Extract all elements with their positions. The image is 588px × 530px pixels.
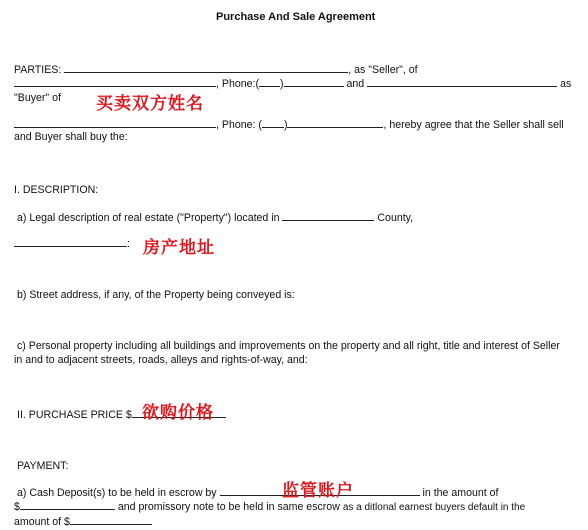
deposit-amount-blank: [20, 499, 115, 510]
legal-description-blank-line: [14, 236, 130, 251]
legal-description-blank: [14, 236, 127, 247]
parties-label: PARTIES:: [14, 64, 62, 76]
phone-label-1: , Phone:(: [216, 78, 259, 90]
area-code-blank-1: [259, 76, 280, 87]
agree-text: , hereby agree that the Seller shall sell: [383, 119, 564, 131]
legal-description-text: a) Legal description of real estate ("Property") located in: [17, 212, 280, 224]
in-amount-text: in the amount of: [422, 487, 499, 499]
buyer-address-blank: [14, 117, 216, 128]
county-blank: [282, 210, 374, 221]
seller-name-blank: [64, 62, 348, 73]
parties-line-3: [14, 117, 564, 132]
as-text: as: [560, 78, 572, 90]
dollar-sign: $: [14, 501, 20, 513]
promissory-text: and promissory note to be held in same escrow: [117, 501, 340, 513]
promissory-line: [14, 499, 525, 514]
and-text: and: [346, 78, 365, 90]
parties-line-1: [14, 62, 418, 77]
seller-phone-blank: [284, 76, 344, 87]
personal-property-line-1: c) Personal property including all buildings and improvements on the property and all right, title and interest of Seller: [17, 340, 560, 352]
phone-label-2: , Phone: (: [216, 119, 262, 131]
phone-close-1: ): [280, 78, 284, 90]
area-code-blank-2: [262, 117, 284, 128]
seller-address-blank: [14, 76, 216, 87]
note-amount-blank: [70, 514, 152, 525]
document-title: Purchase And Sale Agreement: [216, 11, 376, 23]
annotation-property-address: 房产地址: [143, 238, 215, 258]
personal-property-line-2: in and to adjacent streets, roads, alleys and rights-of-way, and:: [14, 354, 308, 366]
buy-text: and Buyer shall buy the:: [14, 131, 128, 143]
buyer-phone-blank: [287, 117, 383, 128]
description-a-line: [17, 210, 413, 225]
purchase-price-label: II. PURCHASE PRICE $: [17, 409, 132, 421]
payment-heading: PAYMENT:: [17, 460, 69, 472]
amount-of-line: [14, 514, 152, 529]
buyer-name-blank: [367, 76, 557, 87]
as-seller-text: , as "Seller", of: [348, 64, 418, 76]
annotation-price: 欲购价格: [142, 403, 214, 423]
description-heading: I. DESCRIPTION:: [14, 184, 99, 196]
cash-deposit-line: [17, 485, 499, 500]
amount-of-text: amount of $: [14, 516, 70, 528]
overlay-text: as a ditlonal earnest buyers default in the: [342, 502, 526, 513]
street-address-text: b) Street address, if any, of the Property being conveyed is:: [17, 289, 295, 301]
colon: :: [127, 238, 130, 250]
annotation-parties-names: 买卖双方姓名: [96, 94, 204, 114]
buyer-of-text: "Buyer" of: [14, 92, 61, 104]
phone-close-2: ): [283, 119, 288, 131]
cash-deposit-text: a) Cash Deposit(s) to be held in escrow by: [17, 487, 217, 499]
county-text: County,: [377, 212, 414, 224]
annotation-escrow: 监管账户: [282, 481, 354, 501]
